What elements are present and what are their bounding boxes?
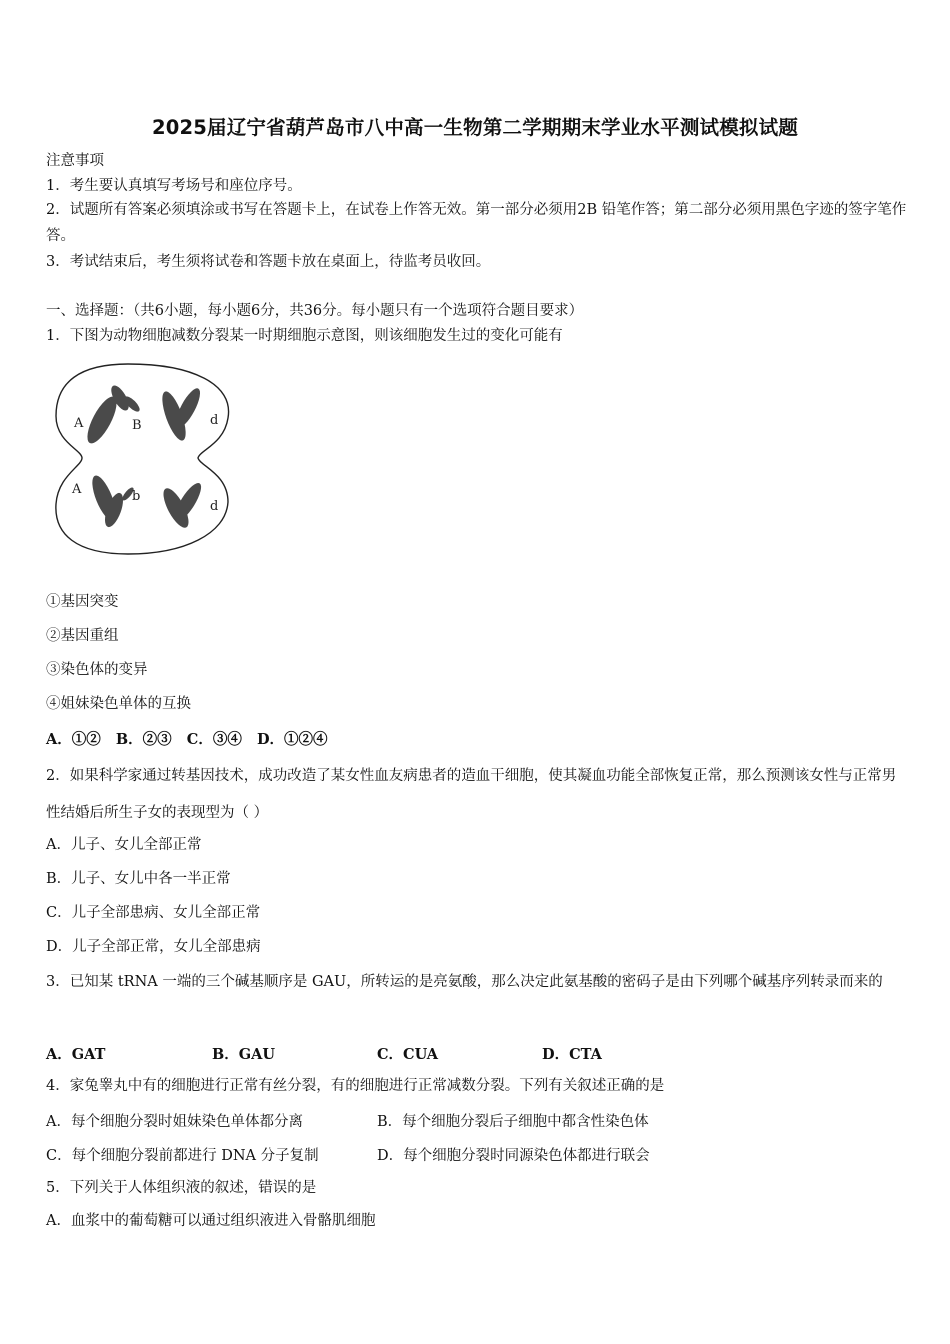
chromosome-top-right (158, 385, 205, 443)
q1-statement-2: ②基因重组 (46, 628, 119, 644)
label-A-top: A (74, 416, 84, 431)
page-title: 2025届辽宁省葫芦岛市八中高一生物第二学期期末学业水平测试模拟试题 (151, 116, 799, 139)
q4-option-d: D．每个细胞分裂时同源染色体都进行联会 (377, 1148, 650, 1164)
q2-option-c: C．儿子全部患病、女儿全部正常 (46, 905, 261, 921)
q5-stem: 5．下列关于人体组织液的叙述，错误的是 (46, 1180, 317, 1196)
cell-outline (56, 364, 229, 554)
q3-option-a: A．GAT (46, 1046, 106, 1063)
q1-options: A．①② B．②③ C．③④ D．①②④ (46, 731, 328, 748)
notice-item-3: 3．考试结束后，考生须将试卷和答题卡放在桌面上，待监考员收回。 (46, 254, 491, 270)
q2-stem: 2．如果科学家通过转基因技术，成功改造了某女性血友病患者的造血干细胞，使其凝血功能全部恢复正常，那么预测该女性与正常男性结婚后所生子女的表现型为（ ） (46, 768, 897, 821)
q2-option-d: D．儿子全部正常，女儿全部患病 (46, 939, 261, 955)
q5-option-a: A．血浆中的葡萄糖可以通过组织液进入骨骼肌细胞 (46, 1213, 376, 1229)
label-d-bottom: d (210, 499, 219, 514)
section-heading: 一、选择题：（共6小题，每小题6分，共36分。每小题只有一个选项符合题目要求） (46, 303, 584, 319)
q1-statement-3: ③染色体的变异 (46, 662, 148, 678)
q4-option-a: A．每个细胞分裂时姐妹染色单体都分离 (46, 1114, 303, 1130)
q3-option-b: B．GAU (212, 1046, 276, 1063)
q2-option-b: B．儿子、女儿中各一半正常 (46, 871, 231, 887)
q1-stem: 1．下图为动物细胞减数分裂某一时期细胞示意图，则该细胞发生过的变化可能有 (46, 328, 563, 344)
q1-statement-4: ④姐妹染色单体的互换 (46, 696, 191, 712)
q1-statement-1: ①基因突变 (46, 594, 119, 610)
q4-stem: 4．家兔睾丸中有的细胞进行正常有丝分裂，有的细胞进行正常减数分裂。下列有关叙述正确的是 (46, 1078, 665, 1094)
q4-option-b: B．每个细胞分裂后子细胞中都含性染色体 (377, 1114, 649, 1130)
label-B-top: B (132, 418, 142, 433)
q3-stem: 3．已知某 tRNA 一端的三个碱基顺序是 GAU，所转运的是亮氨酸，那么决定此氨基酸的密码子是由下列哪个碱基序列转录而来的 (46, 974, 883, 990)
cell-diagram (52, 358, 234, 558)
q2-option-a: A．儿子、女儿全部正常 (46, 837, 202, 853)
chromosome-bottom-right (159, 480, 206, 532)
q3-option-c: C．CUA (377, 1046, 439, 1063)
label-d-top: d (210, 413, 219, 428)
notice-item-2: 2．试题所有答案必须填涂或书写在答题卡上，在试卷上作答无效。第一部分必须用2B 铅笔作答；第二部分必须用黑色字迹的签字笔作答。 (46, 202, 907, 244)
q4-option-c: C．每个细胞分裂前都进行 DNA 分子复制 (46, 1148, 319, 1164)
chromosome-top-left (82, 383, 142, 447)
notice-item-1: 1．考生要认真填写考场号和座位序号。 (46, 178, 302, 194)
q3-option-d: D．CTA (542, 1046, 602, 1063)
label-b-bottom: b (132, 489, 141, 504)
notice-heading: 注意事项 (46, 153, 104, 169)
chromosome-bottom-left (88, 473, 136, 530)
label-A-bottom: A (72, 482, 82, 497)
